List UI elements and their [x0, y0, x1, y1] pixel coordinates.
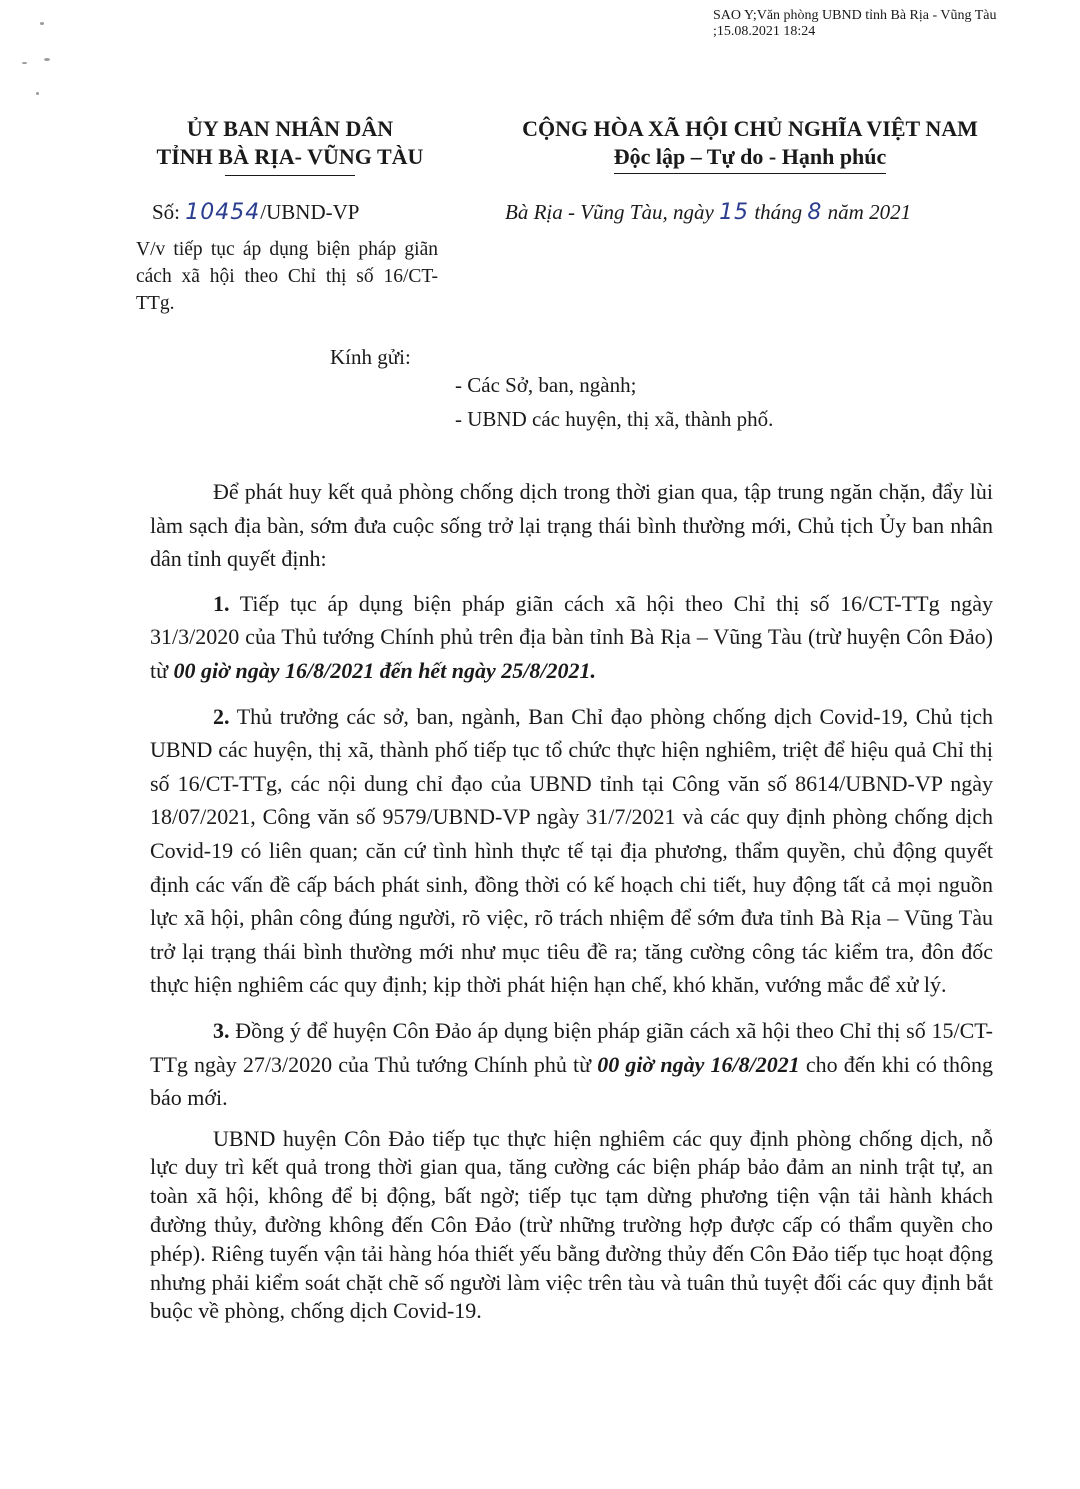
- document-number-suffix: /UBND-VP: [260, 200, 360, 224]
- section-3: [150, 1014, 993, 1115]
- recipients-label: Kính gửi:: [330, 345, 411, 369]
- date-prefix: Bà Rịa - Vũng Tàu, ngày: [505, 200, 720, 224]
- section-1-number: 1.: [213, 590, 230, 616]
- document-subject: V/v tiếp tục áp dụng biện pháp giãn cách xã hội theo Chỉ thị số 16/CT-TTg.: [136, 239, 438, 314]
- date-day-handwritten: 15: [719, 200, 750, 225]
- section-1-emphasis: 00 giờ ngày 16/8/2021 đến hết ngày 25/8/2021.: [173, 657, 597, 683]
- recipient-item: - UBND các huyện, thị xã, thành phố.: [455, 407, 774, 431]
- section-2-text: Thủ trưởng các sở, ban, ngành, Ban Chỉ đạo phòng chống dịch Covid-19, Chủ tịch UBND các huyện, thị xã, thành phố tiếp tục tổ chức thực hiện nghiêm, triệt để hiệu quả Chỉ thị số 16/CT-TTg, các nội dung chỉ đạo của UBND tỉnh tại Công văn số 8614/UBND-VP ngày 18/07/2021, Công văn số 9579/UBND-VP ngày 31/7/2021 và các quy định phòng chống dịch Covid-19 có liên quan; căn cứ tình hình thực tế tại địa phương, thẩm quyền, chủ động quyết định các vấn đề cấp bách phát sinh, đồng thời có kế hoạch chi tiết, huy động tất cả mọi nguồn lực xã hội, phân công đúng người, rõ việc, rõ trách nhiệm để sớm đưa tỉnh Bà Rịa – Vũng Tàu trở lại trạng thái bình thường mới như mục tiêu đề ra; tăng cường công tác kiểm tra, đôn đốc thực hiện nghiêm các quy định; kịp thời phát hiện hạn chế, khó khăn, vướng mắc để xử lý.: [150, 703, 993, 998]
- national-motto: Độc lập – Tự do - Hạnh phúc: [614, 143, 887, 174]
- document-body: [150, 475, 993, 1326]
- copy-stamp-line1: SAO Y;Văn phòng UBND tỉnh Bà Rịa - Vũng Tàu: [713, 8, 997, 23]
- section-2: [150, 700, 993, 1002]
- section-3-emphasis: 00 giờ ngày 16/8/2021: [597, 1051, 800, 1077]
- copy-stamp-line2: ;15.08.2021 18:24: [713, 24, 816, 39]
- document-number: [152, 198, 359, 227]
- section-3-number: 3.: [213, 1017, 230, 1043]
- copy-stamp: [713, 8, 1063, 40]
- authority-line1: ỦY BAN NHÂN DÂN: [186, 116, 394, 141]
- section-1-text: Tiếp tục áp dụng biện pháp giãn cách xã hội theo Chỉ thị số 16/CT-TTg ngày 31/3/2020 của Thủ tướng Chính phủ trên địa bàn tỉnh Bà Rịa – Vũng Tàu (trừ huyện Côn Đảo) từ: [150, 590, 993, 683]
- section-1: [150, 587, 993, 688]
- issuing-authority: [120, 115, 460, 176]
- document-number-prefix: Số:: [152, 200, 186, 224]
- national-heading: [480, 115, 1020, 174]
- intro-paragraph: Để phát huy kết quả phòng chống dịch trong thời gian qua, tập trung ngăn chặn, đẩy lùi làm sạch địa bàn, sớm đưa cuộc sống trở lại trạng thái bình thường mới, Chủ tịch Ủy ban nhân dân tỉnh quyết định:: [150, 479, 993, 572]
- nation-title: CỘNG HÒA XÃ HỘI CHỦ NGHĨA VIỆT NAM: [522, 116, 978, 141]
- scan-speck: [44, 58, 50, 61]
- date-year: năm 2021: [822, 200, 912, 224]
- section-2-number: 2.: [213, 703, 230, 729]
- place-date: [505, 198, 911, 227]
- scan-speck: [36, 92, 39, 95]
- section-3-text-b: cho đến khi có thông báo mới.: [150, 1051, 993, 1111]
- authority-underline: [225, 175, 355, 176]
- section-3-followup: UBND huyện Côn Đảo tiếp tục thực hiện nghiêm các quy định phòng chống dịch, nỗ lực duy trì kết quả trong thời gian qua, tăng cường các biện pháp bảo đảm an ninh trật tự, an toàn xã hội, không để bị động, bất ngờ; tiếp tục tạm dừng phương tiện vận tải hành khách đường thủy, đường không đến Côn Đảo (trừ những trường hợp được cấp có thẩm quyền cho phép). Riêng tuyến vận tải hàng hóa thiết yếu bằng đường thủy đến Côn Đảo tiếp tục hoạt động nhưng phải kiểm soát chặt chẽ số người làm việc trên tàu và tuân thủ tuyệt đối các quy định bắt buộc về phòng, chống dịch Covid-19.: [150, 1125, 993, 1324]
- recipient-item: - Các Sở, ban, ngành;: [455, 373, 637, 397]
- document-number-handwritten: 10454: [185, 200, 261, 225]
- section-3-text-a: Đồng ý để huyện Côn Đảo áp dụng biện pháp giãn cách xã hội theo Chỉ thị số 15/CT-TTg ngày 27/3/2020 của Thủ tướng Chính phủ từ: [150, 1017, 993, 1077]
- date-month-word: tháng: [749, 200, 808, 224]
- authority-line2: TỈNH BÀ RỊA- VŨNG TÀU: [156, 144, 424, 169]
- scan-speck: [40, 22, 44, 25]
- scan-speck: [22, 62, 27, 64]
- date-month-handwritten: 8: [807, 200, 823, 225]
